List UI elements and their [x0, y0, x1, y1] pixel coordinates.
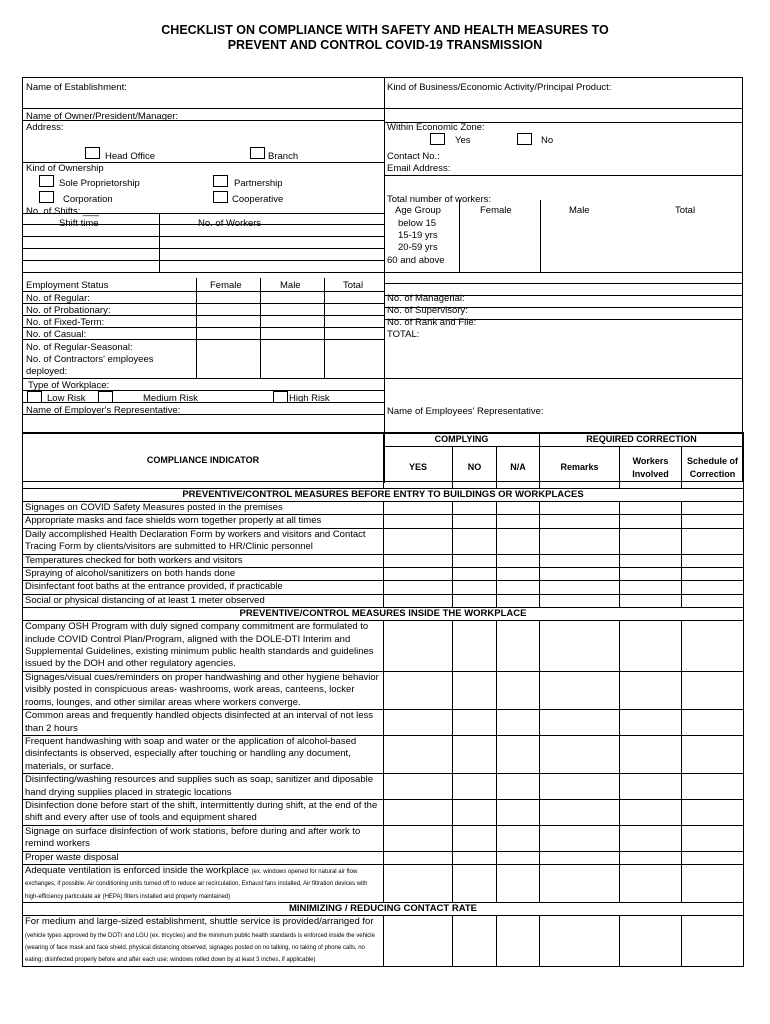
answer-cell[interactable]: [682, 710, 744, 736]
age-row-2: 15-19 yrs: [398, 230, 438, 241]
employer-rep-label: Name of Employer's Representative:: [26, 405, 181, 416]
answer-cell[interactable]: [453, 671, 497, 709]
answer-cell[interactable]: [620, 710, 682, 736]
answer-cell[interactable]: [682, 825, 744, 851]
answer-cell[interactable]: [497, 502, 540, 515]
answer-cell[interactable]: [384, 864, 453, 902]
table-row: [23, 851, 744, 864]
low-risk-label: Low Risk: [47, 393, 86, 404]
answer-cell[interactable]: [497, 774, 540, 800]
head-office-label: Head Office: [105, 151, 155, 162]
indicator-text: [23, 916, 384, 967]
answer-cell[interactable]: [620, 774, 682, 800]
medium-risk-checkbox[interactable]: [98, 391, 113, 403]
answer-cell[interactable]: [453, 581, 497, 594]
partnership-checkbox[interactable]: [213, 175, 228, 187]
medium-risk-label: Medium Risk: [143, 393, 198, 404]
indicator-text: Appropriate masks and face shields worn together properly at all times: [23, 515, 384, 528]
high-risk-label: High Risk: [289, 393, 330, 404]
schedule-header: Schedule of Correction: [682, 447, 744, 489]
ventilation-row: [23, 864, 744, 902]
total-label: TOTAL:: [387, 329, 420, 340]
age-row-4: 60 and above: [387, 255, 445, 266]
emp-row-seasonal: No. of Regular-Seasonal:: [26, 342, 133, 353]
section-header-row: [23, 489, 744, 502]
answer-cell[interactable]: [540, 916, 620, 967]
zone-no-label: No: [541, 135, 554, 146]
answer-cell[interactable]: [682, 621, 744, 672]
section-header-row: [23, 608, 744, 621]
answer-cell[interactable]: [620, 515, 682, 528]
answer-cell[interactable]: [620, 554, 682, 567]
table-row: [23, 621, 744, 672]
table-row: [23, 774, 744, 800]
employee-rep-label: Name of Employees' Representative:: [387, 406, 544, 417]
age-row-1: below 15: [398, 218, 437, 229]
answer-cell[interactable]: [620, 799, 682, 825]
answer-cell[interactable]: [620, 735, 682, 773]
answer-cell[interactable]: [540, 799, 620, 825]
answer-cell[interactable]: [497, 554, 540, 567]
table-row: [23, 528, 744, 554]
corporation-label: Corporation: [63, 194, 113, 205]
emp-row-fixed-term: No. of Fixed-Term:: [26, 317, 105, 328]
indicator-text: Disinfectant foot baths at the entrance provided, if practicable: [23, 581, 384, 594]
answer-cell[interactable]: [540, 774, 620, 800]
emp-total-header: Total: [343, 280, 364, 291]
table-row: [23, 594, 744, 607]
managerial-label: No. of Managerial:: [387, 293, 465, 304]
answer-cell[interactable]: [682, 735, 744, 773]
answer-cell[interactable]: [384, 916, 453, 967]
answer-cell[interactable]: [453, 554, 497, 567]
high-risk-checkbox[interactable]: [273, 391, 288, 403]
answer-cell[interactable]: [540, 825, 620, 851]
head-office-checkbox[interactable]: [85, 147, 100, 159]
answer-cell[interactable]: [682, 554, 744, 567]
answer-cell[interactable]: [620, 825, 682, 851]
indicator-text: Disinfecting/washing resources and supplies such as soap, sanitizer and diposable hand drying supplies placed in strategic locations: [23, 774, 384, 800]
answer-cell[interactable]: [453, 774, 497, 800]
answer-cell[interactable]: [682, 671, 744, 709]
low-risk-checkbox[interactable]: [27, 391, 42, 403]
establishment-label: Name of Establishment:: [26, 82, 127, 93]
total-workers-label: Total number of workers:: [387, 194, 492, 205]
answer-cell[interactable]: [497, 825, 540, 851]
title-line-2: PREVENT AND CONTROL COVID-19 TRANSMISSION: [227, 38, 543, 52]
answer-cell[interactable]: [453, 502, 497, 515]
emp-male-header: Male: [280, 280, 301, 291]
answer-cell[interactable]: [384, 515, 453, 528]
indicator-text: Spraying of alcohol/sanitizers on both hands done: [23, 568, 384, 581]
workers-involved-header: Workers Involved: [620, 447, 682, 489]
zone-no-checkbox[interactable]: [517, 133, 532, 145]
within-zone-label: Within Economic Zone:: [387, 122, 485, 133]
answer-cell[interactable]: [384, 799, 453, 825]
cooperative-label: Cooperative: [232, 194, 284, 205]
indicator-text: Signages on COVID Safety Measures posted in the premises: [23, 502, 384, 515]
answer-cell[interactable]: [453, 528, 497, 554]
answer-cell[interactable]: [682, 515, 744, 528]
answer-cell[interactable]: [453, 568, 497, 581]
section-title: PREVENTIVE/CONTROL MEASURES INSIDE THE WORKPLACE: [23, 608, 744, 621]
emp-row-contractors: No. of Contractors' employees: [26, 354, 154, 365]
answer-cell[interactable]: [384, 710, 453, 736]
table-row: [23, 825, 744, 851]
indicator-main-text: Adequate ventilation is enforced inside the workplace: [25, 864, 249, 876]
answer-cell[interactable]: [384, 568, 453, 581]
answer-cell[interactable]: [540, 710, 620, 736]
answer-cell[interactable]: [620, 528, 682, 554]
answer-cell[interactable]: [540, 621, 620, 672]
answer-cell[interactable]: [497, 851, 540, 864]
section-title: MINIMIZING / REDUCING CONTACT RATE: [23, 903, 744, 916]
branch-label: Branch: [268, 151, 299, 162]
answer-cell[interactable]: [497, 581, 540, 594]
answer-cell[interactable]: [384, 581, 453, 594]
corporation-checkbox[interactable]: [39, 191, 54, 203]
answer-cell[interactable]: [620, 594, 682, 607]
table-row: [23, 515, 744, 528]
answer-cell[interactable]: [453, 864, 497, 902]
indicator-text: Signages/visual cues/reminders on proper handwashing and other hygiene behavior visibly posted in conspicuous areas- washrooms, work areas, canteens, locker rooms, lounges, and other similar areas where workers converge.: [23, 671, 384, 709]
table-row: [23, 799, 744, 825]
answer-cell[interactable]: [384, 554, 453, 567]
answer-cell[interactable]: [497, 916, 540, 967]
email-label: Email Address:: [387, 163, 451, 174]
table-row: [23, 554, 744, 567]
rank-file-label: No. of Rank and File:: [387, 317, 477, 328]
emp-row-casual: No. of Casual:: [26, 329, 87, 340]
answer-cell[interactable]: [384, 621, 453, 672]
answer-cell[interactable]: [682, 864, 744, 902]
answer-cell[interactable]: [384, 671, 453, 709]
kind-business-label: Kind of Business/Economic Activity/Principal Product:: [387, 82, 612, 93]
answer-cell[interactable]: [453, 916, 497, 967]
title-line-1: CHECKLIST ON COMPLIANCE WITH SAFETY AND HEALTH MEASURES TO: [161, 23, 609, 37]
answer-cell[interactable]: [384, 735, 453, 773]
answer-cell[interactable]: [620, 502, 682, 515]
answer-cell[interactable]: [682, 502, 744, 515]
answer-cell[interactable]: [453, 621, 497, 672]
indicator-main-text: For medium and large-sized establishment, shuttle service is provided/arranged for: [25, 916, 374, 928]
section-header-row: [23, 903, 744, 916]
table-row: [23, 671, 744, 709]
answer-cell[interactable]: [682, 581, 744, 594]
answer-cell[interactable]: [620, 864, 682, 902]
zone-yes-label: Yes: [455, 135, 471, 146]
shuttle-row: [23, 916, 744, 967]
remarks-header: Remarks: [540, 447, 620, 489]
answer-cell[interactable]: [497, 864, 540, 902]
indicator-note-text: (ex. windows opened for natural air flow exchanges, if possible. Air conditioning units turned off to reduce air recirculation, Exhaust fans installed, Air filtration devices with high-efficiency particulate air (HEPA) filters installed and properly maintained): [25, 868, 368, 900]
contact-no-label: Contact No.:: [387, 151, 440, 162]
indicator-text: Company OSH Program with duly signed company commitment are formulated to include COVID Control Plan/Program, aligned with the DOLE-DTI Interim and Supplemental Guidelines, existing minimum public health standards and guidelines issued by the DOH and other regulatory agencies.: [23, 621, 384, 672]
answer-cell[interactable]: [497, 799, 540, 825]
answer-cell[interactable]: [540, 528, 620, 554]
age-row-3: 20-59 yrs: [398, 242, 438, 253]
answer-cell[interactable]: [682, 528, 744, 554]
male-header: Male: [569, 205, 590, 216]
type-workplace-label: Type of Workplace:: [28, 380, 110, 391]
establishment-form: [22, 77, 743, 482]
answer-cell[interactable]: [497, 621, 540, 672]
kind-ownership-label: Kind of Ownership: [26, 163, 104, 174]
cooperative-checkbox[interactable]: [213, 191, 228, 203]
supervisory-label: No. of Supervisory:: [387, 305, 468, 316]
section-title: PREVENTIVE/CONTROL MEASURES BEFORE ENTRY TO BUILDINGS OR WORKPLACES: [23, 489, 744, 502]
no-shifts-label: No. of Shifts: ___: [26, 206, 99, 217]
table-row: [23, 502, 744, 515]
indicator-text: Temperatures checked for both workers and visitors: [23, 554, 384, 567]
sole-prop-label: Sole Proprietorship: [59, 178, 140, 189]
age-group-header: Age Group: [395, 205, 441, 216]
required-correction-header: REQUIRED CORRECTION: [540, 433, 744, 447]
address-label: Address:: [26, 122, 64, 133]
no-workers-header: No. of Workers: [198, 218, 262, 229]
answer-cell[interactable]: [497, 528, 540, 554]
answer-cell[interactable]: [682, 568, 744, 581]
answer-cell[interactable]: [682, 851, 744, 864]
shift-time-header: Shift time: [59, 218, 99, 229]
answer-cell[interactable]: [453, 594, 497, 607]
na-header: N/A: [497, 447, 540, 489]
compliance-sections: [23, 489, 744, 967]
answer-cell[interactable]: [540, 581, 620, 594]
answer-cell[interactable]: [540, 515, 620, 528]
answer-cell[interactable]: [620, 916, 682, 967]
answer-cell[interactable]: [384, 528, 453, 554]
no-header: NO: [453, 447, 497, 489]
female-header: Female: [480, 205, 512, 216]
owner-label: Name of Owner/President/Manager:: [26, 111, 179, 122]
answer-cell[interactable]: [540, 594, 620, 607]
answer-cell[interactable]: [682, 774, 744, 800]
indicator-text: [23, 864, 384, 902]
total-header: Total: [675, 205, 696, 216]
answer-cell[interactable]: [497, 568, 540, 581]
indicator-text: Daily accomplished Health Declaration Form by workers and visitors and Contact Tracing Form by clients/visitors are submitted to HR/Clinic personnel: [23, 528, 384, 554]
answer-cell[interactable]: [497, 671, 540, 709]
answer-cell[interactable]: [384, 502, 453, 515]
answer-cell[interactable]: [453, 710, 497, 736]
emp-female-header: Female: [210, 280, 242, 291]
answer-cell[interactable]: [453, 515, 497, 528]
indicator-text: Common areas and frequently handled objects disinfected at an interval of not less than 2 hours: [23, 710, 384, 736]
yes-header: YES: [384, 447, 453, 489]
indicator-text: Signage on surface disinfection of work stations, before during and after work to remind workers: [23, 825, 384, 851]
answer-cell[interactable]: [540, 554, 620, 567]
answer-cell[interactable]: [540, 568, 620, 581]
answer-cell[interactable]: [384, 774, 453, 800]
answer-cell[interactable]: [384, 594, 453, 607]
answer-cell[interactable]: [384, 825, 453, 851]
indicator-text: Frequent handwashing with soap and water or the application of alcohol-based disinfectants is observed, especially after touching or handling any document, materials, or surface.: [23, 735, 384, 773]
answer-cell[interactable]: [682, 916, 744, 967]
answer-cell[interactable]: [540, 735, 620, 773]
compliance-indicator-header: COMPLIANCE INDICATOR: [23, 433, 384, 489]
table-row: [23, 581, 744, 594]
answer-cell[interactable]: [682, 594, 744, 607]
indicator-text: Disinfection done before start of the shift, intermittently during shift, at the end of the shift and every after use of tools and equipment shared: [23, 799, 384, 825]
answer-cell[interactable]: [497, 735, 540, 773]
indicator-note-text: (vehicle types approved by the DOTr and LGU (ex. tricycles) and the minimum public health standards is enforced inside the vehicle (wearing of face mask and face shield, physical distancing observed, signages posted on no talking, no taking of phone calls, no eating; disinfected properly before and after each use; windows rolled down by at least 3 inches, if applicable): [25, 932, 375, 964]
emp-row-probationary: No. of Probationary:: [26, 305, 111, 316]
sole-prop-checkbox[interactable]: [39, 175, 54, 187]
answer-cell[interactable]: [620, 671, 682, 709]
emp-row-regular: No. of Regular:: [26, 293, 90, 304]
indicator-text: Social or physical distancing of at least 1 meter observed: [23, 594, 384, 607]
answer-cell[interactable]: [682, 799, 744, 825]
answer-cell[interactable]: [453, 799, 497, 825]
answer-cell[interactable]: [453, 735, 497, 773]
table-row: [23, 710, 744, 736]
complying-header: COMPLYING: [384, 433, 540, 447]
table-row: [23, 735, 744, 773]
compliance-table: [22, 432, 744, 967]
answer-cell[interactable]: [540, 851, 620, 864]
answer-cell[interactable]: [453, 851, 497, 864]
answer-cell[interactable]: [540, 502, 620, 515]
answer-cell[interactable]: [453, 825, 497, 851]
emp-row-deployed: deployed:: [26, 366, 68, 377]
answer-cell[interactable]: [497, 710, 540, 736]
answer-cell[interactable]: [620, 568, 682, 581]
answer-cell[interactable]: [620, 621, 682, 672]
answer-cell[interactable]: [384, 851, 453, 864]
answer-cell[interactable]: [540, 864, 620, 902]
zone-yes-checkbox[interactable]: [430, 133, 445, 145]
answer-cell[interactable]: [620, 851, 682, 864]
partnership-label: Partnership: [234, 178, 283, 189]
answer-cell[interactable]: [497, 515, 540, 528]
table-row: [23, 568, 744, 581]
answer-cell[interactable]: [620, 581, 682, 594]
answer-cell[interactable]: [540, 671, 620, 709]
answer-cell[interactable]: [497, 594, 540, 607]
indicator-text: Proper waste disposal: [23, 851, 384, 864]
branch-checkbox[interactable]: [250, 147, 265, 159]
employment-status-header: Employment Status: [26, 280, 109, 291]
